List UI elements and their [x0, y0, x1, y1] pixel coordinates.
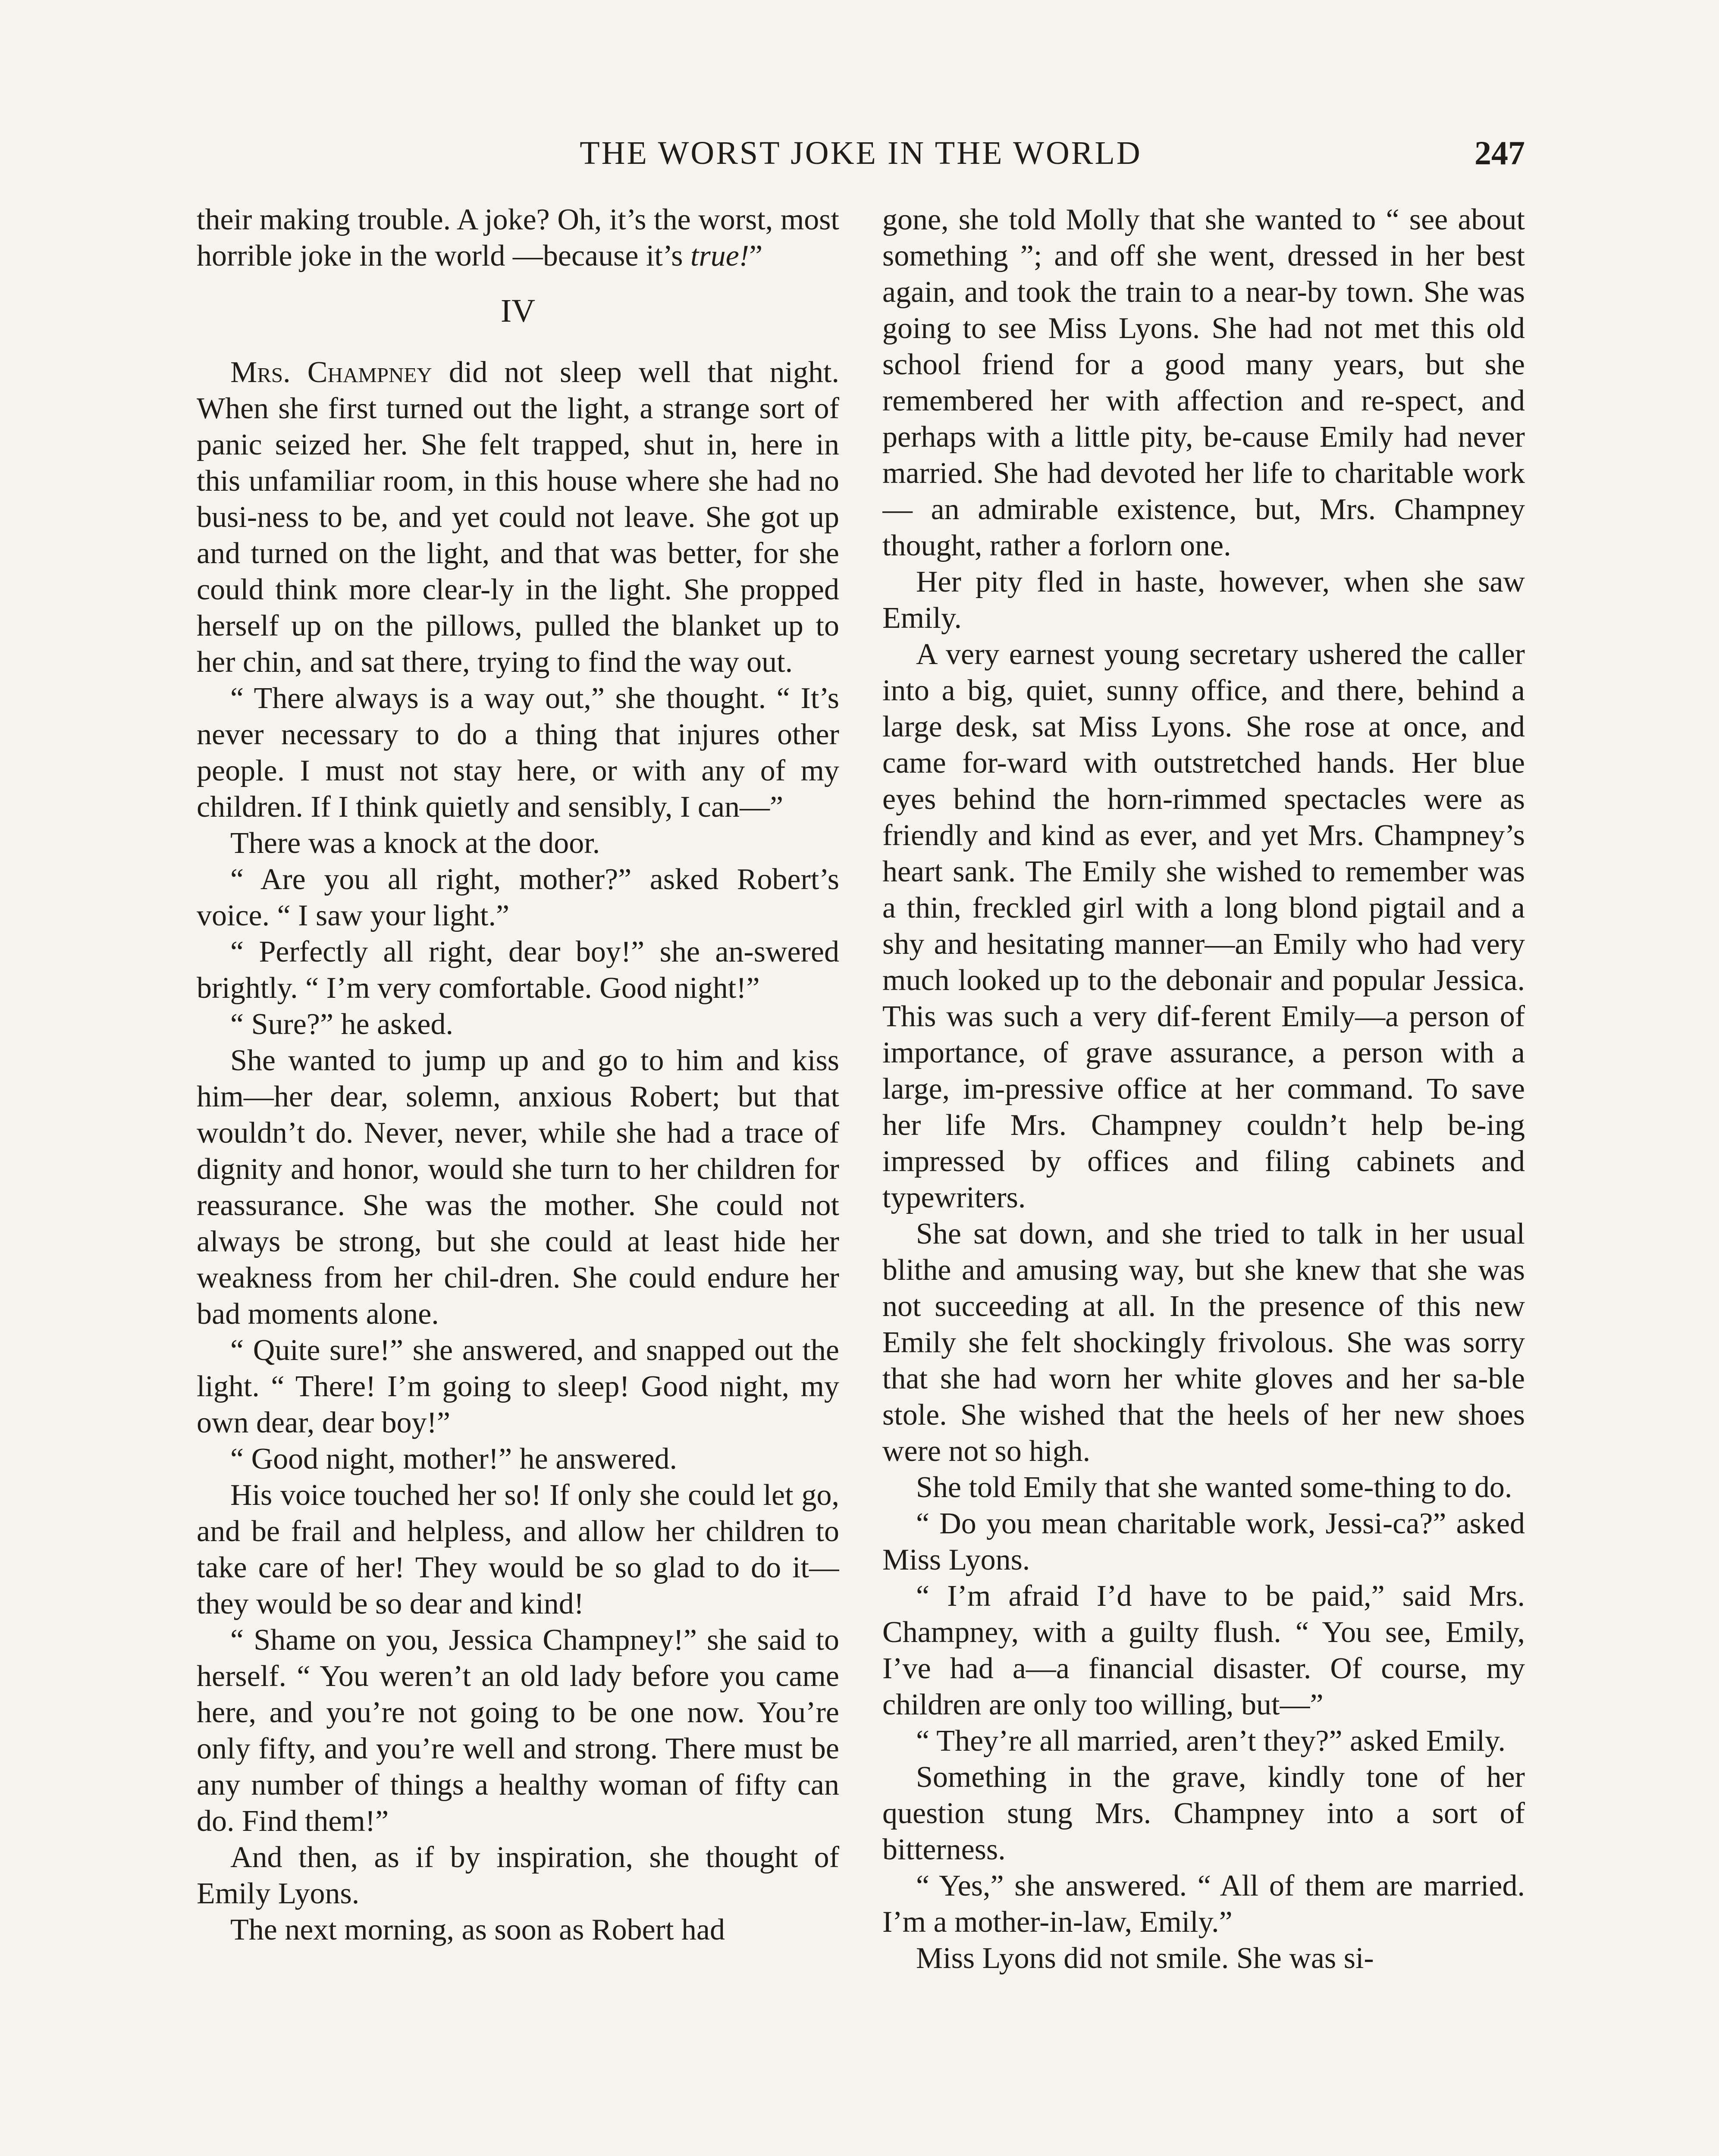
page-header — [197, 129, 1525, 177]
smallcaps-name: Mrs. Champney — [230, 356, 432, 389]
paragraph: She told Emily that she wanted some-thing to do. — [916, 1471, 1512, 1504]
paragraph-text: ” — [749, 239, 763, 273]
right-column — [882, 202, 1525, 2156]
paragraph — [197, 202, 839, 274]
paragraph: “ They’re all married, aren’t they?” asked Emily. — [916, 1724, 1506, 1758]
paragraph: “ I’m afraid I’d have to be paid,” said Mrs. Champney, with a guilty flush. “ You see, Emily, I’ve had a—a financial disaster. Of course, my children are only too willing, but—” — [882, 1579, 1525, 1721]
paragraph: Something in the grave, kindly tone of her question stung Mrs. Champney into a sort of bitterness. — [882, 1761, 1525, 1866]
paragraph: The next morning, as soon as Robert had — [230, 1913, 725, 1946]
paragraph: “ Quite sure!” she answered, and snapped out the light. “ There! I’m going to sleep! Good night, my own dear, dear boy!” — [197, 1334, 839, 1439]
paragraph: There was a knock at the door. — [230, 827, 600, 860]
left-column — [197, 202, 839, 2156]
paragraph: His voice touched her so! If only she could let go, and be frail and helpless, and allow her children to take care of her! They would be so glad to do it—they would be so dear and kind! — [197, 1479, 839, 1620]
paragraph: A very earnest young secretary ushered the caller into a big, quiet, sunny office, and there, behind a large desk, sat Miss Lyons. She rose at once, and came for-ward with outstretched hands. Her blue eyes behind the horn-rimmed spectacles were as friendly and kind as ever, and yet Mrs. Champney’s heart sank. The Emily she wished to remember was a thin, freckled girl with a long blond pigtail and a shy and hesitating manner—an Emily who had very much looked up to the debonair and popular Jessica. This was such a very dif-ferent Emily—a person of importance, of grave assurance, a person with a large, im-pressive office at her command. To save her life Mrs. Champney couldn’t help be-ing impressed by offices and filing cabinets and typewriters. — [882, 638, 1525, 1214]
emphasis-text: true! — [690, 239, 750, 273]
section-heading: IV — [500, 293, 536, 329]
paragraph: She sat down, and she tried to talk in her usual blithe and amusing way, but she knew that she was not succeeding at all. In the presence of this new Emily she felt shockingly frivolous. She was sorry that she had worn her white gloves and her sa-ble stole. She wished that the heels of her new shoes were not so high. — [882, 1217, 1525, 1468]
paragraph: Miss Lyons did not smile. She was si- — [916, 1942, 1374, 1975]
paragraph-text: did not sleep well that night. When she first turned out the light, a strange sort of panic seized her. She felt trapped, shut in, here in this unfamiliar room, in this house where she had no busi-ness to be, and yet could not leave. She got up and turned on the light, and that was better, for she could think more clear-ly in the light. She propped herself up on the pillows, pulled the blanket up to her chin, and sat there, trying to find the way out. — [197, 356, 839, 679]
paragraph: “ Yes,” she answered. “ All of them are married. I’m a mother-in-law, Emily.” — [882, 1869, 1525, 1939]
paragraph: “ Do you mean charitable work, Jessi-ca?” asked Miss Lyons. — [882, 1507, 1525, 1576]
paragraph: “ Good night, mother!” he answered. — [230, 1442, 678, 1476]
paragraph: “ Shame on you, Jessica Champney!” she said to herself. “ You weren’t an old lady before you came here, and you’re not going to be one now. You’re only fifty, and you’re well and strong. There must be any number of things a healthy woman of fifty can do. Find them!” — [197, 1623, 839, 1838]
running-title: THE WORST JOKE IN THE WORLD — [580, 135, 1142, 171]
paragraph: “ Are you all right, mother?” asked Robert’s voice. “ I saw your light.” — [197, 863, 839, 932]
paragraph-text: their making trouble. A joke? Oh, it’s the worst, most horrible joke in the world —because it’s — [197, 203, 839, 273]
paragraph: gone, she told Molly that she wanted to “ see about something ”; and off she went, dressed in her best again, and took the train to a near-by town. She was going to see Miss Lyons. She had not met this old school friend for a good many years, but she remembered her with affection and re-spect, and perhaps with a little pity, be-cause Emily had never married. She had devoted her life to charitable work — an admirable existence, but, Mrs. Champney thought, rather a forlorn one. — [882, 203, 1525, 562]
paragraph: She wanted to jump up and go to him and kiss him—her dear, solemn, anxious Robert; but that wouldn’t do. Never, never, while she had a trace of dignity and honor, would she turn to her children for reassurance. She was the mother. She could not always be strong, but she could at least hide her weakness from her chil-dren. She could endure her bad moments alone. — [197, 1044, 839, 1331]
paragraph: And then, as if by inspiration, she thought of Emily Lyons. — [197, 1841, 839, 1910]
page-number: 247 — [1474, 134, 1525, 172]
paragraph: “ Perfectly all right, dear boy!” she an-swered brightly. “ I’m very comfortable. Good night!” — [197, 935, 839, 1005]
paragraph — [197, 354, 839, 680]
paragraph: “ Sure?” he asked. — [230, 1008, 453, 1041]
paragraph: “ There always is a way out,” she thought. “ It’s never necessary to do a thing that injures other people. I must not stay here, or with any of my children. If I think quietly and sensibly, I can—” — [197, 682, 839, 824]
paragraph: Her pity fled in haste, however, when she saw Emily. — [882, 565, 1525, 635]
